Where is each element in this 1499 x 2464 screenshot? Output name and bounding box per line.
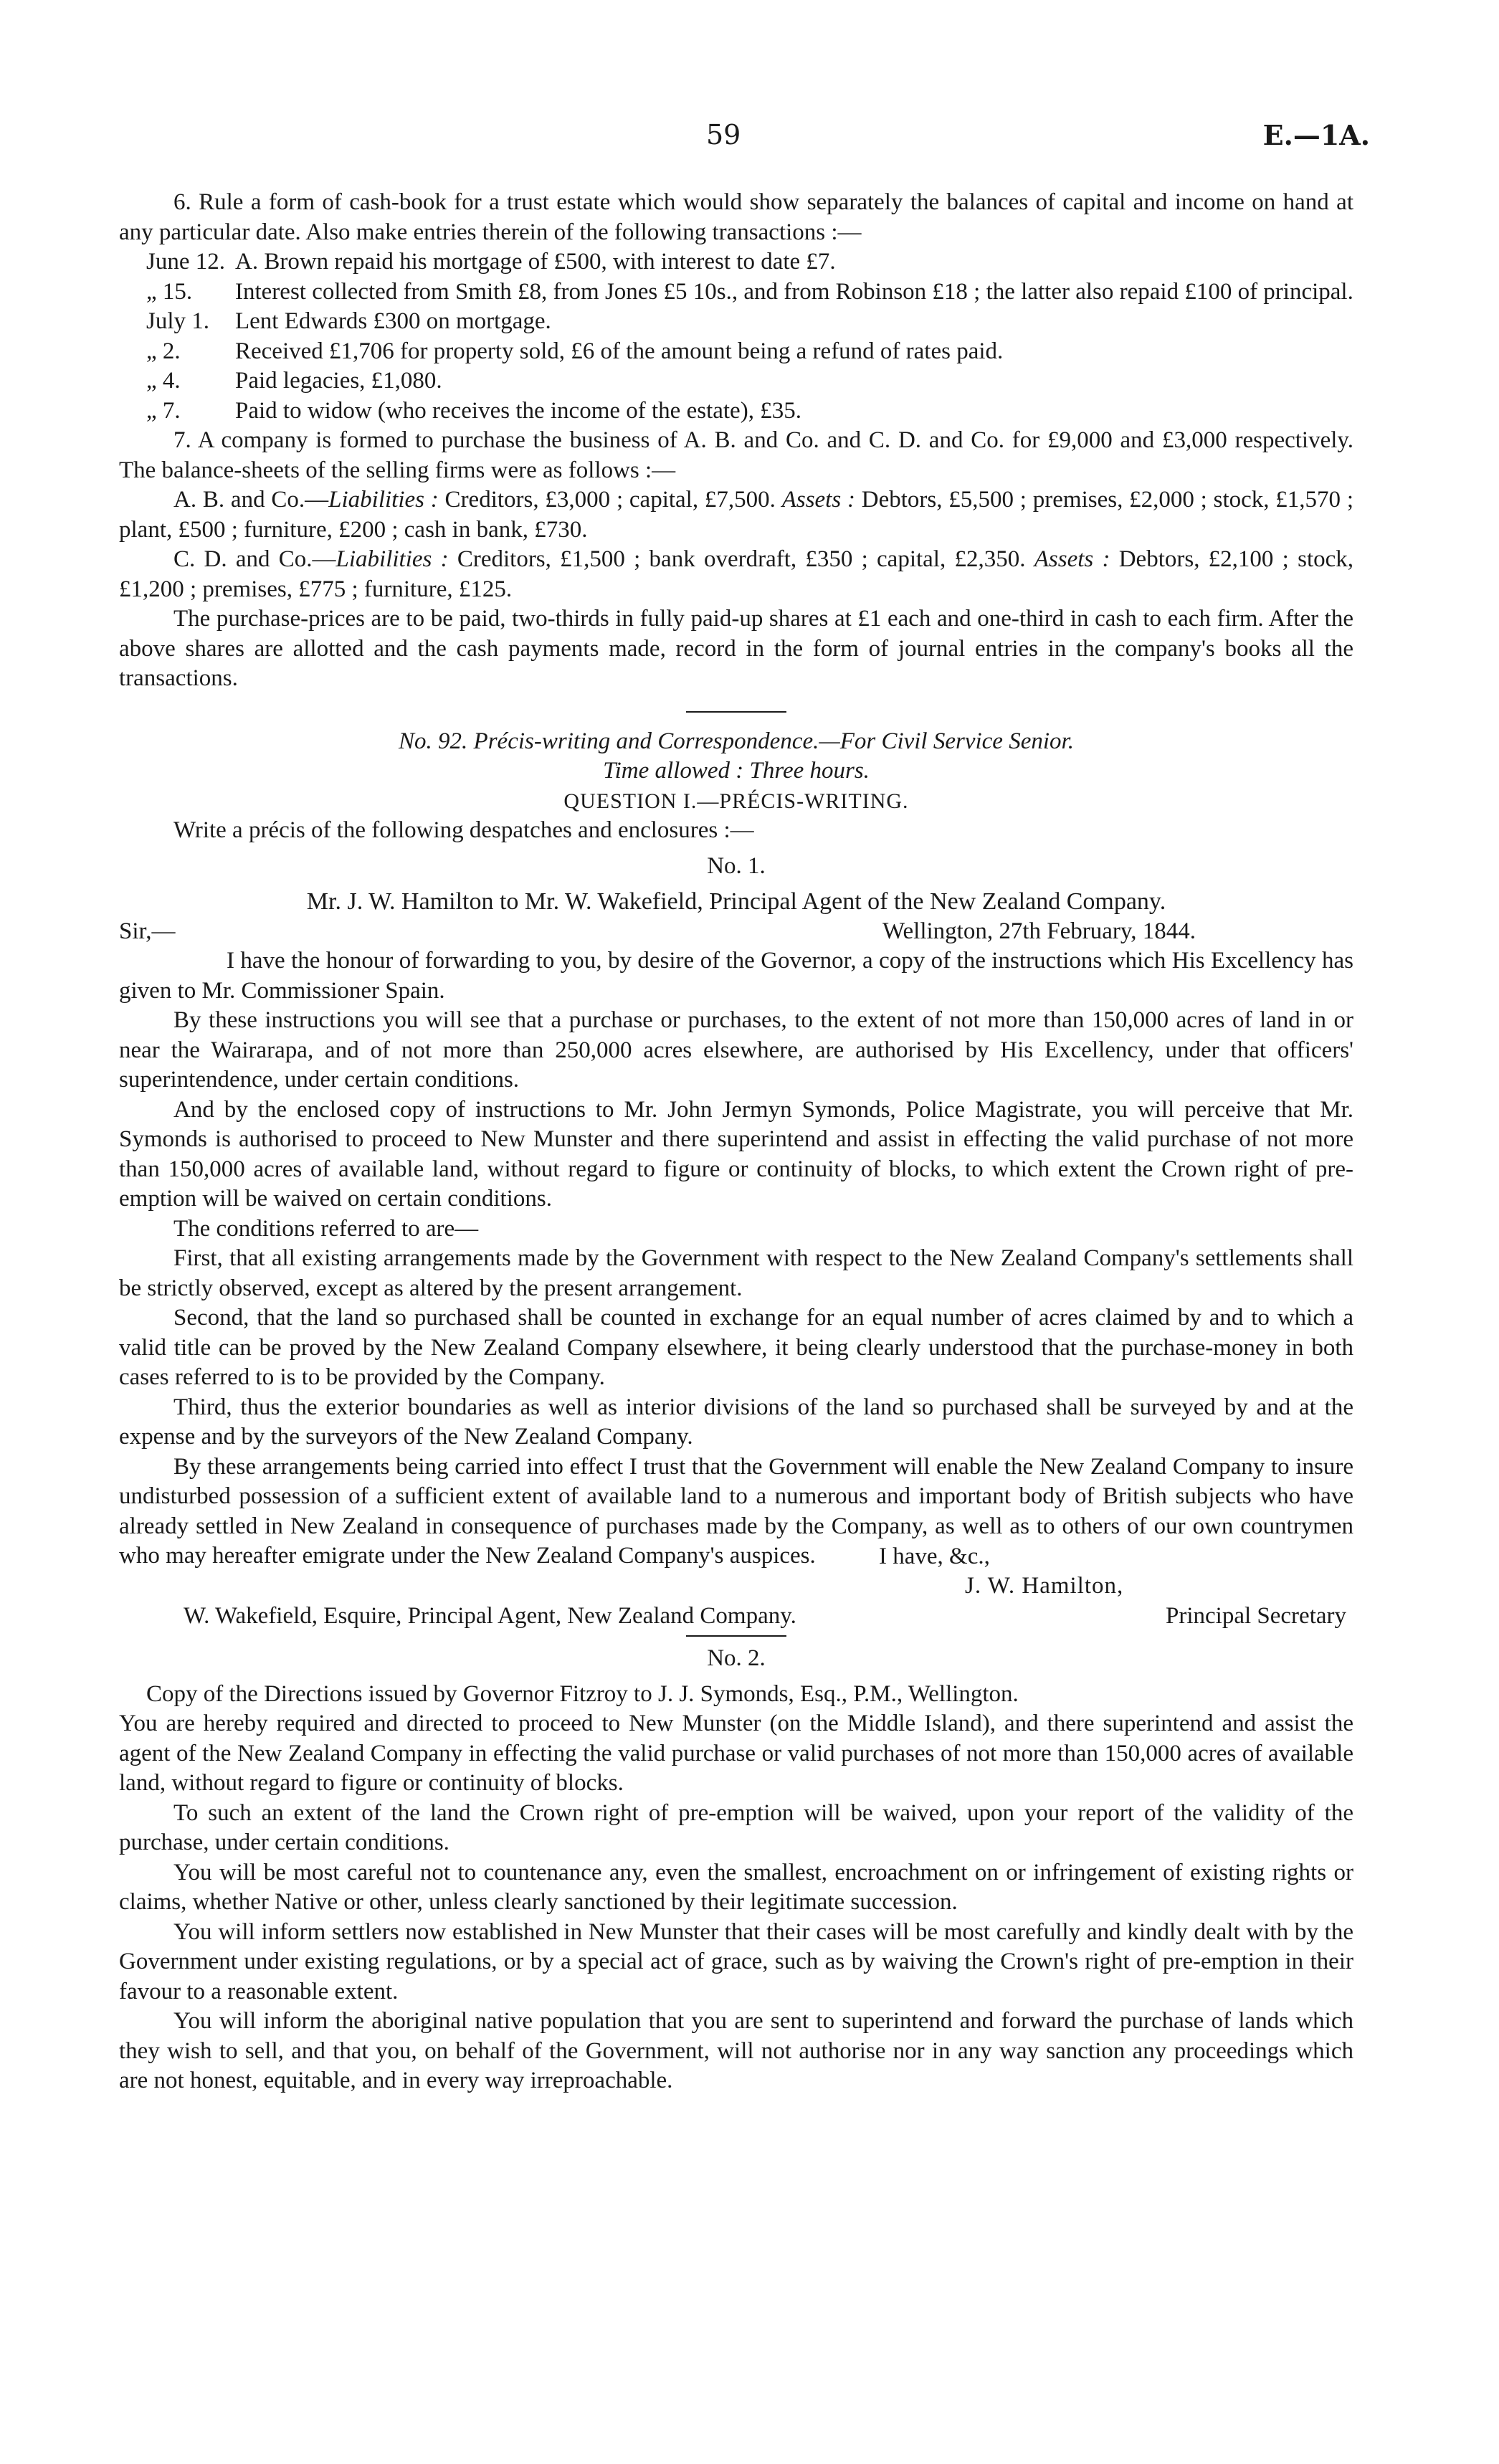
assets-label: Assets : — [1034, 546, 1110, 572]
place-date: Wellington, 27th February, 1844. — [882, 918, 1196, 944]
letter-paragraph: And by the enclosed copy of instructions to Mr. John Jermyn Symonds, Police Magistrate, you will perceive that Mr. Symonds is authorised to proceed to New Munster and there superintend and assist in effecting the valid purchase of not more than 150,000 acres of available land, without regard to figure or continuity of blocks, to which extent the Crown right of pre-emption will be waived on certain conditions. — [119, 1096, 1353, 1212]
letter-paragraph: By these arrangements being carried into effect I trust that the Government will enable the New Zealand Company to insure undisturbed possession of a sufficient extent of available land to a numerous and important body of British subjects who have already settled in New Zealand in consequence of purchases made by the Company, as well as to others of our own countrymen who may hereafter emigrate under the New Zealand Company's auspices. — [119, 1453, 1353, 1569]
letter-paragraph: Second, that the land so purchased shall be counted in exchange for an equal number of acres claimed by and to which a valid title can be proved by the New Zealand Company elsewhere, it being clearly understood that the purchase-money in both cases referred to is to be provided by the Company. — [119, 1305, 1353, 1390]
transaction-text: Paid legacies, £1,080. — [235, 368, 442, 394]
letter-paragraph: First, that all existing arrangements made by the Government with respect to the New Zealand Company's settlements shall be strictly observed, except as altered by the present arrangement. — [119, 1245, 1353, 1301]
liabilities-text: Creditors, £3,000 ; capital, £7,500. — [438, 487, 782, 513]
page-header — [0, 119, 1499, 162]
firm-name: C. D. and Co.— — [173, 546, 336, 572]
firm-name: A. B. and Co.— — [173, 487, 329, 513]
transaction-entry — [119, 396, 1353, 427]
letter-closing: I have, &c., — [879, 1543, 990, 1569]
signature-name: J. W. Hamilton, — [965, 1573, 1124, 1599]
transaction-entry — [119, 366, 1353, 396]
page-number: 59 — [706, 119, 741, 151]
question-7-closing: The purchase-prices are to be paid, two-thirds in fully paid-up shares at £1 each and one-third in cash to each firm. After the above shares are allotted and the cash payments made, record in the form of journal entries in the company's books all the transactions. — [119, 606, 1353, 691]
time-allowed: Time allowed : Three hours. — [603, 758, 870, 784]
letter-paragraph: By these instructions you will see that a purchase or purchases, to the extent of not more than 150,000 acres of land in or near the Wairarapa, and of not more than 250,000 acres elsewhere, are authorised by His Excellency, under that officers' superintendence, under certain conditions. — [119, 1007, 1353, 1093]
transaction-entry — [119, 307, 1353, 337]
document-code: E.—1A. — [1262, 119, 1370, 151]
addressee-row — [119, 1602, 1353, 1632]
balance-sheet-ab — [119, 485, 1353, 545]
letter-heading: Mr. J. W. Hamilton to Mr. W. Wakefield, Principal Agent of the New Zealand Company. — [306, 888, 1166, 915]
section-divider — [686, 1635, 786, 1637]
page-content — [119, 188, 1353, 2096]
liabilities-label: Liabilities : — [328, 487, 439, 513]
directions-paragraph: You will be most careful not to countenance any, even the smallest, encroachment on or infringement of existing rights or claims, whether Native or other, unless clearly sanctioned by their legitimate succession. — [119, 1859, 1353, 1915]
transaction-text: A. Brown repaid his mortgage of £500, with interest to date £7. — [235, 249, 836, 275]
transaction-text: Lent Edwards £300 on mortgage. — [235, 308, 551, 334]
directions-paragraph: You will inform the aboriginal native population that you are sent to superintend and forward the purchase of lands which they wish to sell, and that you, on behalf of the Government, will not authorise nor in any way sanction any proceedings which are not honest, equitable, and in every way irreproachable. — [119, 2008, 1353, 2093]
letter-paragraph: Third, thus the exterior boundaries as well as interior divisions of the land so purchased shall be surveyed by and at the expense and by the surveyors of the New Zealand Company. — [119, 1394, 1353, 1450]
transaction-date: July 1. — [146, 308, 210, 334]
question-heading: QUESTION I.—PRÉCIS-WRITING. — [563, 789, 909, 813]
directions-heading: Copy of the Directions issued by Governor Fitzroy to J. J. Symonds, Esq., P.M., Wellington. — [146, 1680, 1019, 1707]
directions-paragraph: You are hereby required and directed to proceed to New Munster (on the Middle Island), and there superintend and assist the agent of the New Zealand Company in effecting the valid purchase or valid purchases of not more than 150,000 acres of available land, without regard to figure or continuity of blocks. — [119, 1711, 1353, 1796]
transaction-entry — [119, 337, 1353, 367]
salutation-row — [119, 917, 1353, 947]
assets-label: Assets : — [781, 487, 855, 513]
transaction-date: June 12. — [146, 249, 225, 275]
transaction-text: Interest collected from Smith £8, from Jones £5 10s., and from Robinson £18 ; the latter also repaid £100 of principal. — [235, 278, 1353, 305]
transaction-date: „ 7. — [146, 397, 181, 424]
transaction-entry — [119, 277, 1353, 308]
transaction-text: Received £1,706 for property sold, £6 of the amount being a refund of rates paid. — [235, 338, 1004, 364]
precis-instruction: Write a précis of the following despatches and enclosures :— — [173, 817, 754, 843]
assets-text: Debtors, £5,500 ; premises, £2,000 ; stock, £1,570 ; plant, £500 ; furniture, £200 ; cash in bank, £730. — [119, 487, 1354, 543]
question-7-intro: 7. A company is formed to purchase the business of A. B. and Co. and C. D. and Co. for £9,000 and £3,000 respectively. The balance-sheets of the selling firms were as follows :— — [119, 427, 1353, 483]
directions-paragraph: To such an extent of the land the Crown right of pre-emption will be waived, upon your report of the validity of the purchase, under certain conditions. — [119, 1799, 1353, 1855]
salutation: Sir,— — [119, 918, 176, 944]
letter-paragraph: I have the honour of forwarding to you, by desire of the Governor, a copy of the instructions which His Excellency has given to Mr. Commissioner Spain. — [119, 948, 1353, 1004]
addressee: W. Wakefield, Esquire, Principal Agent, New Zealand Company. — [184, 1602, 796, 1629]
paper-title: No. 92. Précis-writing and Correspondence.—For Civil Service Senior. — [399, 728, 1074, 754]
transaction-entry — [119, 247, 1353, 277]
balance-sheet-cd — [119, 545, 1353, 604]
directions-paragraph: You will inform settlers now established in New Munster that their cases will be most carefully and kindly dealt with by the Government under existing regulations, or by a special act of grace, such as by waiving the Crown's right of pre-emption in their favour to a reasonable extent. — [119, 1918, 1353, 2004]
liabilities-label: Liabilities : — [336, 546, 449, 572]
transaction-text: Paid to widow (who receives the income of the estate), £35. — [235, 397, 801, 424]
transaction-date: „ 2. — [146, 338, 181, 364]
section-divider — [686, 711, 786, 713]
transaction-date: „ 15. — [146, 278, 193, 305]
document-number: No. 1. — [707, 852, 766, 879]
question-6-text: 6. Rule a form of cash-book for a trust estate which would show separately the balances of capital and income on hand at any particular date. Also make entries therein of the following transactions :— — [119, 189, 1353, 245]
document-number: No. 2. — [707, 1645, 766, 1671]
assets-text: Debtors, £2,100 ; stock, £1,200 ; premises, £775 ; furniture, £125. — [119, 546, 1354, 602]
signature-title: Principal Secretary — [1166, 1602, 1346, 1629]
liabilities-text: Creditors, £1,500 ; bank overdraft, £350 ; capital, £2,350. — [448, 546, 1034, 572]
transaction-date: „ 4. — [146, 368, 181, 394]
letter-paragraph: The conditions referred to are— — [173, 1215, 479, 1242]
